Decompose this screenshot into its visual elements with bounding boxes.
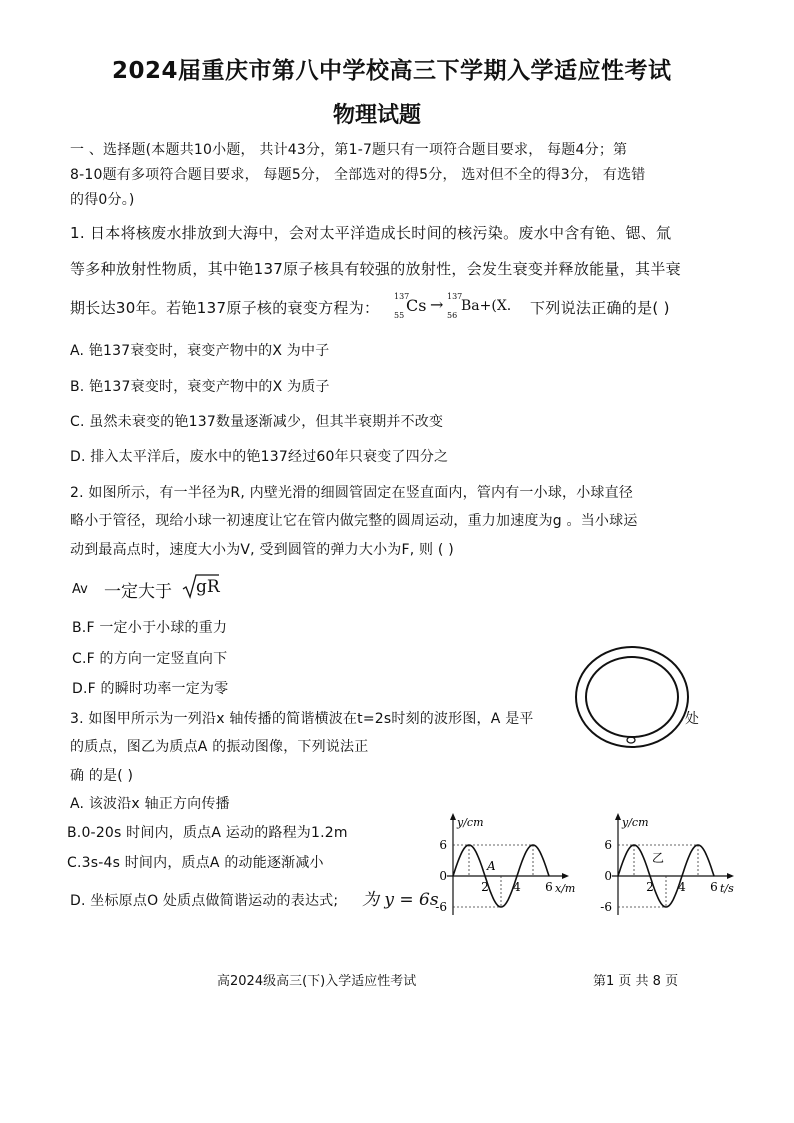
- q2-option-c: C.F 的方向一定竖直向下: [72, 651, 228, 667]
- q2-stem-line1: 2. 如图所示，有一半径为R, 内壁光滑的细圆管固定在竖直面内，管内有一小球，小球直径: [70, 485, 634, 501]
- graph1-data-point: [484, 875, 485, 876]
- graph1-data-point: [516, 875, 517, 876]
- graph1-y-arrow: [450, 813, 456, 820]
- graph2-y-arrow: [615, 813, 621, 820]
- q3-option-a: A. 该波沿x 轴正方向传播: [70, 796, 230, 812]
- q3-option-c: C.3s-4s 时间内，质点A 的动能逐渐减小: [67, 855, 324, 871]
- q2-option-b: B.F 一定小于小球的重力: [72, 620, 228, 636]
- graph1-ytick-label: -6: [435, 900, 447, 914]
- q3-option-b: B.0-20s 时间内，质点A 运动的路程为1.2m: [67, 825, 348, 841]
- q2-option-a-text: 一定大于: [104, 582, 172, 602]
- graph1-data-point: [476, 853, 477, 854]
- q1-prompt: 下列说法正确的是( ): [530, 299, 670, 317]
- graph2-data-point: [665, 906, 666, 907]
- ba-atomic-number: 56: [447, 311, 458, 320]
- q3-stem-line2: 的质点，图乙为质点A 的振动图像，下列说法正: [70, 739, 369, 755]
- graph1-data-point: [532, 844, 533, 845]
- q2-option-a-label: Av: [72, 582, 88, 597]
- graph1-xtick-label: 2: [481, 880, 489, 894]
- section-instructions-line2: 8-10题有多项符合题目要求， 每题5分， 全部选对的得5分， 选对但不全的得3分， 有选错: [70, 167, 646, 183]
- graph1-ytick-label: 6: [439, 838, 447, 852]
- graph1-x-arrow: [562, 873, 569, 879]
- graph1-data-point: [524, 853, 525, 854]
- graph2-data-point: [689, 853, 690, 854]
- graph1-data-point: [508, 897, 509, 898]
- section-instructions-line3: 的得0分。): [70, 192, 135, 208]
- cs-atomic-number: 55: [394, 311, 405, 320]
- wave-graphs: [420, 812, 750, 922]
- arrow-symbol: →: [430, 295, 444, 314]
- graph2-data-point: [633, 844, 634, 845]
- graph2-x-arrow: [727, 873, 734, 879]
- q3-option-d: D. 坐标原点O 处质点做简谐运动的表达式;: [70, 893, 339, 909]
- circular-tube-figure: [572, 645, 692, 755]
- exam-title: 2024届重庆市第八中学校高三下学期入学适应性考试: [112, 58, 672, 84]
- graph1-ylabel: y/cm: [457, 816, 484, 829]
- graph1-data-point: [492, 897, 493, 898]
- graph2-data-point: [649, 875, 650, 876]
- cs-symbol: Cs: [406, 296, 427, 315]
- graph1-data-point: [452, 875, 453, 876]
- graph1-ytick-label: 0: [439, 869, 447, 883]
- graph2-data-point: [697, 844, 698, 845]
- cs-mass-number: 137: [394, 292, 410, 301]
- q1-option-c: C. 虽然未衰变的铯137数量逐渐减少，但其半衰期并不改变: [70, 414, 444, 430]
- graph2-ytick-label: 0: [604, 869, 612, 883]
- graph2-data-point: [617, 875, 618, 876]
- graph2-annotation: 乙: [652, 851, 665, 865]
- graph2-data-point: [713, 875, 714, 876]
- graph1-data-point: [500, 906, 501, 907]
- graph1-xtick-label: 6: [545, 880, 553, 894]
- q3-stem-line1-tail: 处: [685, 711, 700, 727]
- graph2-data-point: [681, 875, 682, 876]
- q1-option-d: D. 排入太平洋后，废水中的铯137经过60年只衰变了四分之: [70, 449, 449, 465]
- section-instructions-line1: 一 、选择题(本题共10小题， 共计43分，第1-7题只有一项符合题目要求， 每题4分；第: [70, 142, 628, 158]
- q2-option-d: D.F 的瞬时功率一定为零: [72, 681, 229, 697]
- q1-option-b: B. 铯137衰变时，衰变产物中的X 为质子: [70, 379, 330, 395]
- graph1-annotation: A: [487, 859, 496, 873]
- graph1-xtick-label: 4: [513, 880, 521, 894]
- graph2-ytick-label: 6: [604, 838, 612, 852]
- q1-option-a: A. 铯137衰变时，衰变产物中的X 为中子: [70, 343, 330, 359]
- q2-stem-line3: 动到最高点时，速度大小为V, 受到圆管的弹力大小为F, 则 ( ): [70, 542, 454, 558]
- graph1-data-point: [540, 853, 541, 854]
- graph2-xtick-label: 6: [710, 880, 718, 894]
- q3-option-d-formula: 为 y = 6s: [362, 890, 439, 910]
- q3-stem-line1: 3. 如图甲所示为一列沿x 轴传播的简谐横波在t=2s时刻的波形图，A 是平: [70, 711, 534, 727]
- ba-symbol: Ba+(X.: [461, 298, 512, 314]
- graph2-xtick-label: 4: [678, 880, 686, 894]
- graph1-xlabel: x/m: [555, 882, 576, 895]
- graph1-data-point: [468, 844, 469, 845]
- q1-stem-line3: 期长达30年。若铯137原子核的衰变方程为：: [70, 299, 380, 317]
- q2-stem-line2: 略小于管径，现给小球一初速度让它在管内做完整的圆周运动，重力加速度为g 。当小球运: [70, 513, 638, 529]
- footer-page-number: 第1 页 共 8 页: [593, 974, 679, 989]
- q1-stem-line2: 等多种放射性物质，其中铯137原子核具有较强的放射性，会发生衰变并释放能量，其半衰: [70, 260, 681, 278]
- graph2-data-point: [657, 897, 658, 898]
- q3-stem-line3: 确 的是( ): [70, 768, 134, 784]
- sqrt-expression: [181, 572, 221, 602]
- ba-mass-number: 137: [447, 292, 463, 301]
- graph1-data-point: [548, 875, 549, 876]
- footer-exam-name: 高2024级高三(下)入学适应性考试: [217, 974, 417, 989]
- q1-stem-line1: 1. 日本将核废水排放到大海中，会对太平洋造成长时间的核污染。废水中含有铯、锶、氚: [70, 224, 672, 242]
- sqrt-radicand: gR: [196, 577, 220, 597]
- graph1-data-point: [460, 853, 461, 854]
- graph2-data-point: [705, 853, 706, 854]
- graph2-ytick-label: -6: [600, 900, 612, 914]
- graph2-data-point: [625, 853, 626, 854]
- graph2-xlabel: t/s: [720, 882, 734, 895]
- exam-subtitle: 物理试题: [333, 103, 422, 128]
- graph2-ylabel: y/cm: [622, 816, 649, 829]
- graph2-data-point: [641, 853, 642, 854]
- graph2-data-point: [673, 897, 674, 898]
- graph2-xtick-label: 2: [646, 880, 654, 894]
